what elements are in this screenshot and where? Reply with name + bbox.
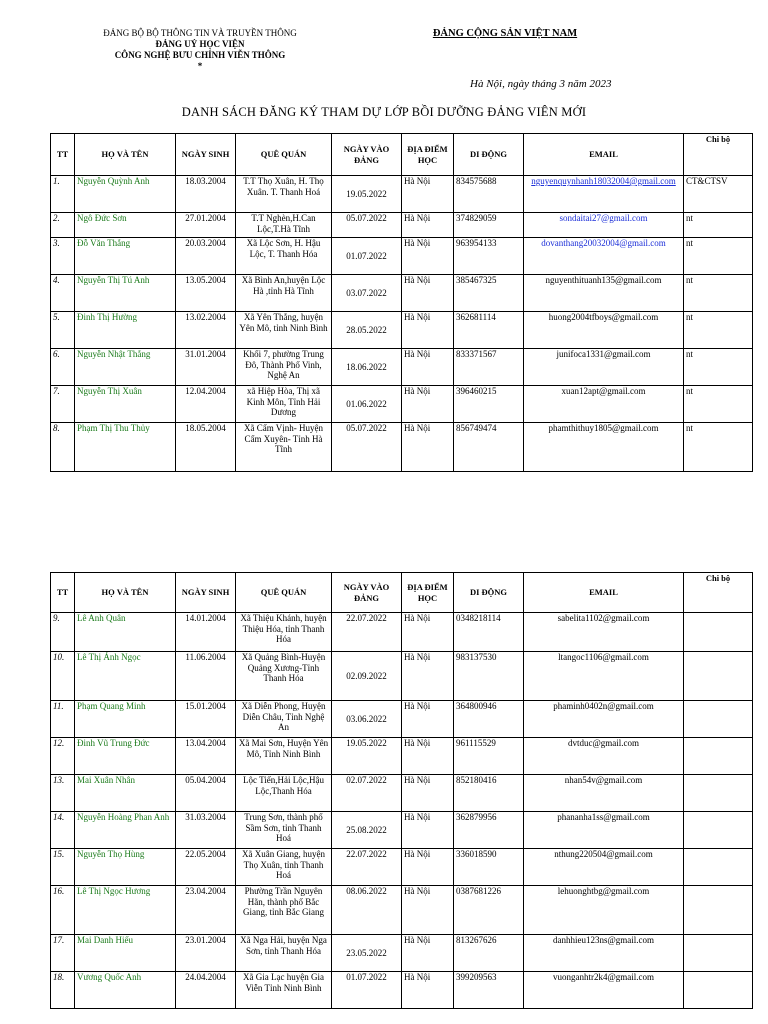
table-row: [51, 176, 753, 213]
document-title: DANH SÁCH ĐĂNG KÝ THAM DỰ LỚP BỒI DƯỠNG ĐẢNG VIÊN MỚI: [181, 105, 587, 119]
member-name: Lê Thị Ngọc Hương: [75, 886, 176, 935]
table-row: [51, 213, 753, 238]
col-hometown: QUÊ QUÁN: [236, 573, 332, 613]
email-address: dvtduc@gmail.com: [524, 738, 684, 775]
party-cell: nt: [684, 423, 753, 472]
row-number: 4.: [51, 275, 75, 312]
phone-number: 0348218114: [454, 613, 524, 652]
phone-number: 362879956: [454, 812, 524, 849]
phone-number: 399209563: [454, 972, 524, 1009]
birth-date: 18.03.2004: [176, 176, 236, 213]
hometown: Xã Lộc Sơn, H. Hậu Lộc, T. Thanh Hóa: [236, 238, 332, 275]
member-name: Nguyễn Thọ Hùng: [75, 849, 176, 886]
hometown: Trung Sơn, thành phố Sầm Sơn, tỉnh Thanh Hoá: [236, 812, 332, 849]
birth-date: 24.04.2004: [176, 972, 236, 1009]
party-cell: [684, 935, 753, 972]
col-phone: DI ĐỘNG: [454, 573, 524, 613]
org-line-3: CÔNG NGHỆ BƯU CHÍNH VIỄN THÔNG: [114, 50, 286, 60]
email-address: phamthithuy1805@gmail.com: [524, 423, 684, 472]
table-row: [51, 738, 753, 775]
col-name: HỌ VÀ TÊN: [75, 134, 176, 176]
col-tt: TT: [51, 573, 75, 613]
phone-number: 813267626: [454, 935, 524, 972]
row-number: 10.: [51, 652, 75, 701]
study-place: Hà Nội: [402, 312, 454, 349]
member-name: Mai Danh Hiếu: [75, 935, 176, 972]
phone-number: 336018590: [454, 849, 524, 886]
row-number: 11.: [51, 701, 75, 738]
study-place: Hà Nội: [402, 935, 454, 972]
party-join-date: 01.06.2022: [332, 386, 402, 423]
study-place: Hà Nội: [402, 176, 454, 213]
date-line: Hà Nội, ngày tháng 3 năm 2023: [470, 78, 612, 90]
member-name: Phạm Thị Thu Thủy: [75, 423, 176, 472]
row-number: 2.: [51, 213, 75, 238]
row-number: 8.: [51, 423, 75, 472]
party-join-date: 01.07.2022: [332, 972, 402, 1009]
col-phone: DI ĐỘNG: [454, 134, 524, 176]
party-cell: nt: [684, 213, 753, 238]
birth-date: 12.04.2004: [176, 386, 236, 423]
table-row: [51, 812, 753, 849]
row-number: 3.: [51, 238, 75, 275]
table-row: [51, 275, 753, 312]
party-join-date: 08.06.2022: [332, 886, 402, 935]
study-place: Hà Nội: [402, 213, 454, 238]
row-number: 14.: [51, 812, 75, 849]
party-join-date: 05.07.2022: [332, 213, 402, 238]
org-line-2: ĐẢNG UỶ HỌC VIỆN: [155, 39, 245, 49]
birth-date: 11.06.2004: [176, 652, 236, 701]
study-place: Hà Nội: [402, 652, 454, 701]
email-address: sondaitai27@gmail.com: [524, 213, 684, 238]
party-join-date: 03.07.2022: [332, 275, 402, 312]
hometown: T.T Nghèn,H.Can Lộc,T.Hà Tĩnh: [236, 213, 332, 238]
col-name: HỌ VÀ TÊN: [75, 573, 176, 613]
member-name: Nguyễn Nhật Thắng: [75, 349, 176, 386]
study-place: Hà Nội: [402, 349, 454, 386]
col-email: EMAIL: [524, 573, 684, 613]
party-cell: nt: [684, 386, 753, 423]
hometown: T.T Thọ Xuân, H. Thọ Xuân. T. Thanh Hoá: [236, 176, 332, 213]
birth-date: 13.05.2004: [176, 275, 236, 312]
study-place: Hà Nội: [402, 701, 454, 738]
col-dob: NGÀY SINH: [176, 134, 236, 176]
email-address: danhhieu123ns@gmail.com: [524, 935, 684, 972]
email-address: nguyenthituanh135@gmail.com: [524, 275, 684, 312]
study-place: Hà Nội: [402, 238, 454, 275]
email-address: nthung220504@gmail.com: [524, 849, 684, 886]
col-study-place: ĐỊA ĐIỂM HỌC: [402, 134, 454, 176]
hometown: Xã Xuân Giang, huyện Thọ Xuân, tỉnh Thanh Hoá: [236, 849, 332, 886]
col-study-place: ĐỊA ĐIỂM HỌC: [402, 573, 454, 613]
email-address: nhan54v@gmail.com: [524, 775, 684, 812]
birth-date: 05.04.2004: [176, 775, 236, 812]
col-dob: NGÀY SINH: [176, 573, 236, 613]
col-cell: Chi bộ: [684, 134, 753, 176]
party-cell: [684, 849, 753, 886]
phone-number: 833371567: [454, 349, 524, 386]
col-email: EMAIL: [524, 134, 684, 176]
party-join-date: 28.05.2022: [332, 312, 402, 349]
hometown: Xã Gia Lạc huyện Gia Viễn Tỉnh Ninh Bình: [236, 972, 332, 1009]
member-name: Đỗ Văn Thắng: [75, 238, 176, 275]
table-row: [51, 775, 753, 812]
hometown: Xã Bình An,huyện Lộc Hà ,tỉnh Hà Tĩnh: [236, 275, 332, 312]
member-name: Nguyễn Quỳnh Anh: [75, 176, 176, 213]
member-name: Nguyễn Thị Tú Anh: [75, 275, 176, 312]
member-table-1: [50, 133, 753, 472]
row-number: 1.: [51, 176, 75, 213]
member-name: Phạm Quang Minh: [75, 701, 176, 738]
birth-date: 31.01.2004: [176, 349, 236, 386]
birth-date: 13.02.2004: [176, 312, 236, 349]
row-number: 13.: [51, 775, 75, 812]
study-place: Hà Nội: [402, 849, 454, 886]
study-place: Hà Nội: [402, 886, 454, 935]
study-place: Hà Nội: [402, 386, 454, 423]
phone-number: 856749474: [454, 423, 524, 472]
hometown: Xã Nga Hải, huyện Nga Sơn, tỉnh Thanh Hóa: [236, 935, 332, 972]
birth-date: 27.01.2004: [176, 213, 236, 238]
table-row: [51, 423, 753, 472]
party-cell: [684, 972, 753, 1009]
table-row: [51, 972, 753, 1009]
party-cell: [684, 613, 753, 652]
party-cell: [684, 738, 753, 775]
study-place: Hà Nội: [402, 775, 454, 812]
party-join-date: 22.07.2022: [332, 613, 402, 652]
organization-header: [70, 28, 330, 72]
birth-date: 13.04.2004: [176, 738, 236, 775]
birth-date: 18.05.2004: [176, 423, 236, 472]
birth-date: 23.04.2004: [176, 886, 236, 935]
birth-date: 15.01.2004: [176, 701, 236, 738]
member-name: Lê Anh Quân: [75, 613, 176, 652]
party-cell: nt: [684, 349, 753, 386]
row-number: 7.: [51, 386, 75, 423]
party-cell: nt: [684, 275, 753, 312]
birth-date: 23.01.2004: [176, 935, 236, 972]
email-address: ltangoc1106@gmail.com: [524, 652, 684, 701]
email-address: huong2004tfboys@gmail.com: [524, 312, 684, 349]
phone-number: 362681114: [454, 312, 524, 349]
col-join-date: NGÀY VÀO ĐẢNG: [332, 573, 402, 613]
phone-number: 852180416: [454, 775, 524, 812]
party-cell: [684, 775, 753, 812]
email-address: xuan12apt@gmail.com: [524, 386, 684, 423]
party-header: ĐẢNG CỘNG SẢN VIỆT NAM: [432, 28, 578, 39]
table-row: [51, 613, 753, 652]
member-name: Nguyễn Thị Xuân: [75, 386, 176, 423]
table-row: [51, 238, 753, 275]
hometown: xã Hiệp Hòa, Thị xã Kinh Môn, Tỉnh Hải Dương: [236, 386, 332, 423]
member-name: Vương Quốc Anh: [75, 972, 176, 1009]
phone-number: 961115529: [454, 738, 524, 775]
study-place: Hà Nội: [402, 275, 454, 312]
row-number: 15.: [51, 849, 75, 886]
col-hometown: QUÊ QUÁN: [236, 134, 332, 176]
table-row: [51, 886, 753, 935]
member-name: Ngô Đức Sơn: [75, 213, 176, 238]
table-row: [51, 652, 753, 701]
study-place: Hà Nội: [402, 613, 454, 652]
phone-number: 834575688: [454, 176, 524, 213]
member-name: Lê Thị Ánh Ngọc: [75, 652, 176, 701]
member-name: Mai Xuân Nhân: [75, 775, 176, 812]
party-join-date: 02.07.2022: [332, 775, 402, 812]
row-number: 18.: [51, 972, 75, 1009]
phone-number: 983137530: [454, 652, 524, 701]
phone-number: 396460215: [454, 386, 524, 423]
table-row: [51, 935, 753, 972]
party-cell: nt: [684, 238, 753, 275]
table-row: [51, 349, 753, 386]
phone-number: 0387681226: [454, 886, 524, 935]
birth-date: 31.03.2004: [176, 812, 236, 849]
party-join-date: 03.06.2022: [332, 701, 402, 738]
party-join-date: 18.06.2022: [332, 349, 402, 386]
study-place: Hà Nội: [402, 423, 454, 472]
party-join-date: 05.07.2022: [332, 423, 402, 472]
study-place: Hà Nội: [402, 812, 454, 849]
phone-number: 374829059: [454, 213, 524, 238]
party-join-date: 25.08.2022: [332, 812, 402, 849]
table-row: [51, 386, 753, 423]
col-join-date: NGÀY VÀO ĐẢNG: [332, 134, 402, 176]
row-number: 12.: [51, 738, 75, 775]
email-address: sabelita1102@gmail.com: [524, 613, 684, 652]
col-cell: Chi bộ: [684, 573, 753, 613]
study-place: Hà Nội: [402, 972, 454, 1009]
hometown: Lộc Tiến,Hải Lộc,Hậu Lộc,Thanh Hóa: [236, 775, 332, 812]
hometown: Xã Quảng Bình-Huyện Quảng Xương-Tỉnh Thanh Hóa: [236, 652, 332, 701]
table-row: [51, 849, 753, 886]
email-address: lehuonghtbg@gmail.com: [524, 886, 684, 935]
hometown: Khối 7, phường Trung Đô, Thành Phố Vinh, Nghệ An: [236, 349, 332, 386]
party-join-date: 22.07.2022: [332, 849, 402, 886]
hometown: Xã Thiệu Khánh, huyện Thiệu Hóa, tỉnh Thanh Hóa: [236, 613, 332, 652]
email-address: phananha1ss@gmail.com: [524, 812, 684, 849]
member-name: Đinh Vũ Trung Đức: [75, 738, 176, 775]
member-table-2: [50, 572, 753, 1009]
org-star: *: [197, 61, 203, 71]
hometown: Xã Cẩm Vịnh- Huyện Cẩm Xuyên- Tỉnh Hà Tĩnh: [236, 423, 332, 472]
birth-date: 14.01.2004: [176, 613, 236, 652]
party-join-date: 02.09.2022: [332, 652, 402, 701]
birth-date: 20.03.2004: [176, 238, 236, 275]
member-name: Nguyễn Hoàng Phan Anh: [75, 812, 176, 849]
email-address: vuonganhtr2k4@gmail.com: [524, 972, 684, 1009]
party-cell: nt: [684, 312, 753, 349]
org-line-1: ĐẢNG BỘ BỘ THÔNG TIN VÀ TRUYỀN THÔNG: [103, 28, 297, 38]
row-number: 6.: [51, 349, 75, 386]
email-address: dovanthang20032004@gmail.com: [524, 238, 684, 275]
hometown: Xã Diễn Phong, Huyện Diễn Châu, Tỉnh Nghệ An: [236, 701, 332, 738]
row-number: 9.: [51, 613, 75, 652]
row-number: 17.: [51, 935, 75, 972]
party-join-date: 23.05.2022: [332, 935, 402, 972]
row-number: 5.: [51, 312, 75, 349]
party-join-date: 19.05.2022: [332, 738, 402, 775]
col-tt: TT: [51, 134, 75, 176]
hometown: Phường Trần Nguyên Hãn, thành phố Bắc Giang, tỉnh Bắc Giang: [236, 886, 332, 935]
table-row: [51, 312, 753, 349]
party-join-date: 01.07.2022: [332, 238, 402, 275]
party-cell: CT&CTSV: [684, 176, 753, 213]
party-cell: [684, 701, 753, 738]
table-row: [51, 701, 753, 738]
party-cell: [684, 886, 753, 935]
phone-number: 963954133: [454, 238, 524, 275]
hometown: Xã Mai Sơn, Huyện Yên Mô, Tỉnh Ninh Bình: [236, 738, 332, 775]
email-address: phaminh0402n@gmail.com: [524, 701, 684, 738]
study-place: Hà Nội: [402, 738, 454, 775]
member-name: Đinh Thị Hường: [75, 312, 176, 349]
email-address[interactable]: nguyenquynhanh18032004@gmail.com: [524, 176, 684, 213]
row-number: 16.: [51, 886, 75, 935]
party-cell: [684, 652, 753, 701]
phone-number: 364800946: [454, 701, 524, 738]
phone-number: 385467325: [454, 275, 524, 312]
party-cell: [684, 812, 753, 849]
email-address: junifoca1331@gmail.com: [524, 349, 684, 386]
party-join-date: 19.05.2022: [332, 176, 402, 213]
birth-date: 22.05.2004: [176, 849, 236, 886]
hometown: Xã Yên Thắng, huyện Yên Mô, tỉnh Ninh Bình: [236, 312, 332, 349]
